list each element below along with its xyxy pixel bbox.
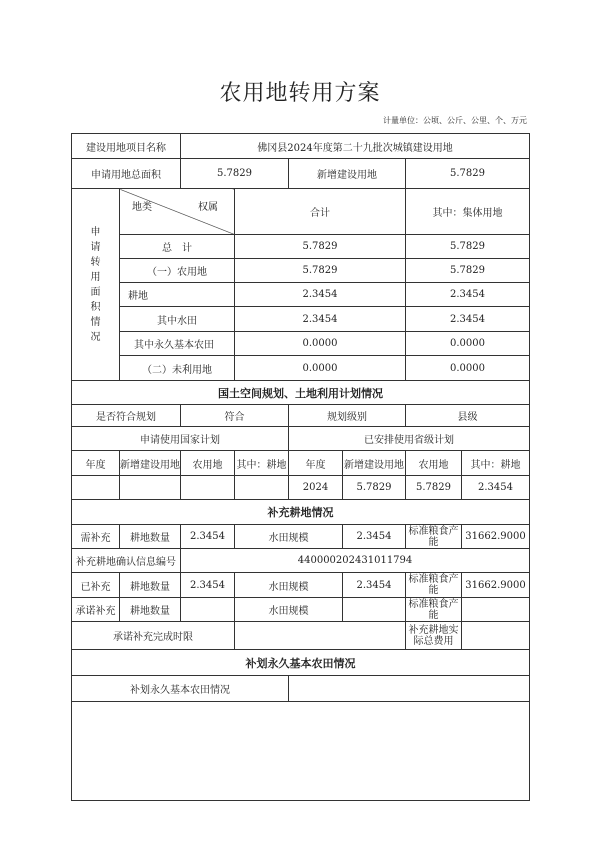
header-land-type: 地类 <box>132 202 152 213</box>
conversion-row-collective: 5.7829 <box>406 235 530 259</box>
basic-farmland-section-title: 补划永久基本农田情况 <box>72 650 530 676</box>
plan-level-value: 县级 <box>406 405 530 427</box>
deadline-value <box>235 622 406 650</box>
plan-column-header: 农用地 <box>181 451 235 476</box>
plan-value-cell <box>235 476 289 500</box>
conversion-row-collective: 0.0000 <box>406 356 530 381</box>
new-construction-value: 5.7829 <box>406 159 530 189</box>
paddy-scale-label: 水田规模 <box>235 598 343 622</box>
total-area-label: 申请用地总面积 <box>72 159 181 189</box>
grain-capacity-label: 标准粮食产能 <box>406 598 462 622</box>
blank-area <box>72 702 530 801</box>
header-collective: 其中：集体用地 <box>406 189 530 235</box>
conversion-row-label: 其中水田 <box>120 307 235 332</box>
national-plan-label: 申请使用国家计划 <box>72 427 289 451</box>
supplement-section-title: 补充耕地情况 <box>72 500 530 525</box>
farmland-qty-label: 耕地数量 <box>120 525 181 549</box>
promise-supplement-label: 承诺补充 <box>72 598 120 622</box>
conversion-row-label: （一）农用地 <box>120 259 235 283</box>
farmland-code-label: 补充耕地确认信息编号 <box>72 549 181 573</box>
actual-cost-value <box>462 622 530 650</box>
basic-farmland-value <box>289 676 530 702</box>
grain-capacity-value: 31662.9000 <box>462 525 530 549</box>
header-total: 合计 <box>235 189 406 235</box>
plan-value-cell: 2024 <box>289 476 343 500</box>
conversion-row-total: 5.7829 <box>235 235 406 259</box>
plan-column-header: 年度 <box>289 451 343 476</box>
conversion-row-collective: 2.3454 <box>406 283 530 307</box>
planning-section-title: 国土空间规划、土地利用计划情况 <box>72 381 530 405</box>
conversion-row-total: 0.0000 <box>235 332 406 356</box>
plan-value-cell: 2.3454 <box>462 476 530 500</box>
project-name-label: 建设用地项目名称 <box>72 134 181 159</box>
conversion-side-label: 申 请 转 用 面 积 情 况 <box>72 189 120 381</box>
plan-column-header: 其中：耕地 <box>235 451 289 476</box>
conversion-row-label: （二）未利用地 <box>120 356 235 381</box>
plan-column-header: 其中：耕地 <box>462 451 530 476</box>
grain-capacity-label: 标准粮食产能 <box>406 525 462 549</box>
conversion-row-collective: 0.0000 <box>406 332 530 356</box>
farmland-qty-value: 2.3454 <box>181 573 235 598</box>
done-supplement-label: 已补充 <box>72 573 120 598</box>
plan-value-cell: 5.7829 <box>343 476 406 500</box>
conversion-row-total: 5.7829 <box>235 259 406 283</box>
page-title: 农用地转用方案 <box>219 81 381 106</box>
basic-farmland-label: 补划永久基本农田情况 <box>72 676 289 702</box>
conversion-row-total: 2.3454 <box>235 307 406 332</box>
header-ownership: 权属 <box>198 202 218 213</box>
plan-value-cell <box>120 476 181 500</box>
unit-note: 计量单位：公顷、公斤、公里、个、万元 <box>383 116 527 125</box>
provincial-plan-label: 已安排使用省级计划 <box>289 427 530 451</box>
grain-capacity-value: 31662.9000 <box>462 573 530 598</box>
plan-value-cell <box>72 476 120 500</box>
grain-capacity-label: 标准粮食产能 <box>406 573 462 598</box>
plan-column-header: 农用地 <box>406 451 462 476</box>
farmland-qty-label: 耕地数量 <box>120 573 181 598</box>
total-area-value: 5.7829 <box>181 159 289 189</box>
conversion-row-label: 总 计 <box>120 235 235 259</box>
conform-plan-label: 是否符合规划 <box>72 405 181 427</box>
need-supplement-label: 需补充 <box>72 525 120 549</box>
plan-column-header: 年度 <box>72 451 120 476</box>
farmland-qty-value <box>181 598 235 622</box>
paddy-scale-label: 水田规模 <box>235 525 343 549</box>
farmland-qty-value: 2.3454 <box>181 525 235 549</box>
plan-value-cell <box>181 476 235 500</box>
plan-column-header: 新增建设用地 <box>343 451 406 476</box>
conversion-row-label: 耕地 <box>120 283 235 307</box>
conversion-row-collective: 2.3454 <box>406 307 530 332</box>
new-construction-label: 新增建设用地 <box>289 159 406 189</box>
deadline-label: 承诺补充完成时限 <box>72 622 235 650</box>
plan-column-header: 新增建设用地 <box>120 451 181 476</box>
conversion-row-total: 2.3454 <box>235 283 406 307</box>
paddy-scale-value: 2.3454 <box>343 573 406 598</box>
paddy-scale-value: 2.3454 <box>343 525 406 549</box>
conform-plan-value: 符合 <box>181 405 289 427</box>
land-owner-diagonal-header <box>120 189 235 235</box>
plan-level-label: 规划级别 <box>289 405 406 427</box>
project-name-value: 佛冈县2024年度第二十九批次城镇建设用地 <box>181 134 530 159</box>
conversion-plan-table <box>71 133 530 801</box>
plan-value-cell: 5.7829 <box>406 476 462 500</box>
farmland-qty-label: 耕地数量 <box>120 598 181 622</box>
actual-cost-label: 补充耕地实际总费用 <box>406 622 462 650</box>
grain-capacity-value <box>462 598 530 622</box>
farmland-code-value: 440000202431011794 <box>181 549 530 573</box>
paddy-scale-value <box>343 598 406 622</box>
conversion-row-collective: 5.7829 <box>406 259 530 283</box>
conversion-row-label: 其中永久基本农田 <box>120 332 235 356</box>
paddy-scale-label: 水田规模 <box>235 573 343 598</box>
conversion-row-total: 0.0000 <box>235 356 406 381</box>
